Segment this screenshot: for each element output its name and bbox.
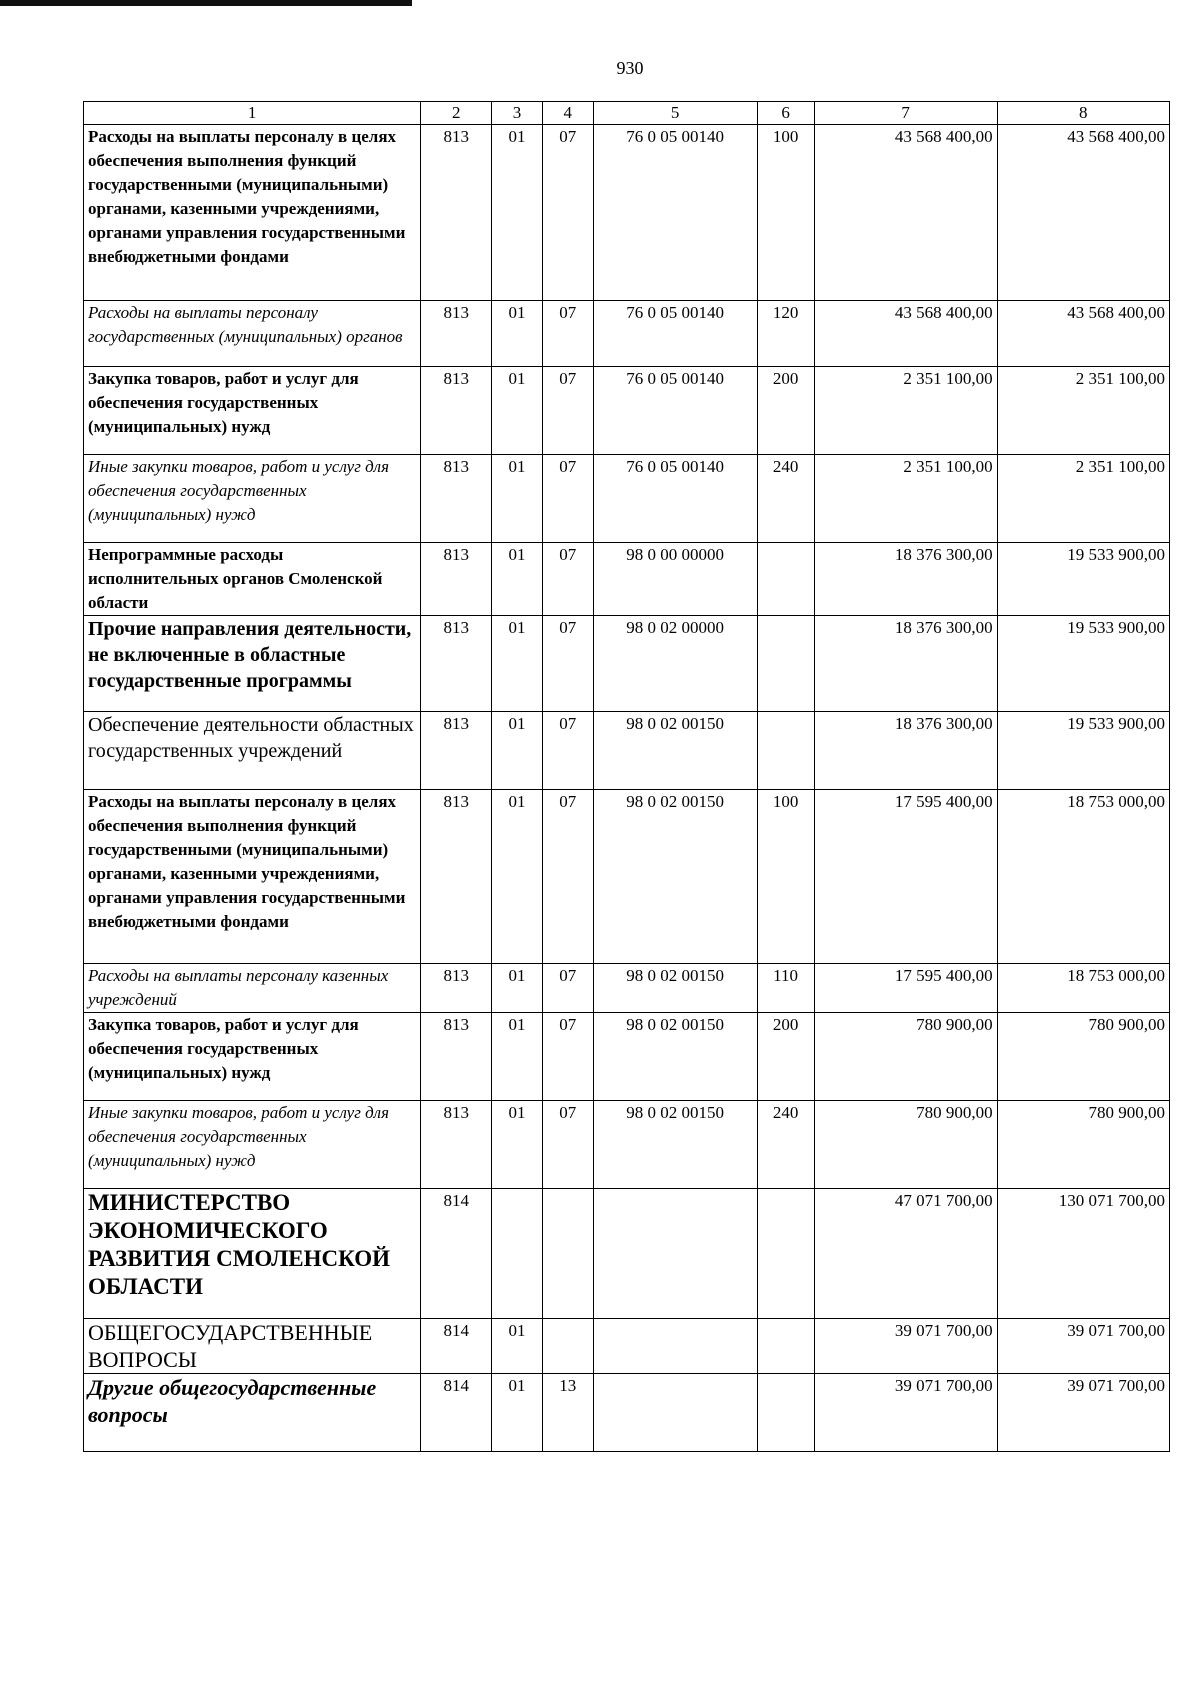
amount-year2-cell: 39 071 700,00 <box>997 1319 1169 1374</box>
subsection-code-cell: 07 <box>542 125 593 301</box>
expense-type-cell: 240 <box>757 455 814 543</box>
table-row <box>84 1374 1170 1452</box>
amount-year1-cell: 39 071 700,00 <box>814 1374 997 1452</box>
section-code-cell: 01 <box>492 1013 543 1101</box>
expense-type-cell <box>757 1319 814 1374</box>
subsection-code-cell: 07 <box>542 301 593 367</box>
expense-type-cell <box>757 1374 814 1452</box>
section-code-cell: 01 <box>492 367 543 455</box>
subsection-code-cell: 07 <box>542 616 593 712</box>
expense-type-cell: 200 <box>757 367 814 455</box>
expense-name-cell: Иные закупки товаров, работ и услуг для обеспечения государственных (муниципальных) нужд <box>84 455 421 543</box>
amount-year2-cell: 43 568 400,00 <box>997 125 1169 301</box>
ministry-code-cell: 814 <box>421 1374 492 1452</box>
subsection-code-cell: 07 <box>542 367 593 455</box>
table-row <box>84 790 1170 964</box>
table-row <box>84 616 1170 712</box>
subsection-code-cell <box>542 1319 593 1374</box>
expense-type-cell: 100 <box>757 790 814 964</box>
section-code-cell: 01 <box>492 964 543 1013</box>
target-article-cell: 98 0 02 00150 <box>593 790 757 964</box>
amount-year2-cell: 780 900,00 <box>997 1013 1169 1101</box>
expense-name-cell: Расходы на выплаты персоналу в целях обеспечения выполнения функций государственными (муниципальными) органами, казенными учреждениями, органами управления государственными внебюджетными фондами <box>84 125 421 301</box>
section-code-cell: 01 <box>492 712 543 790</box>
amount-year1-cell: 43 568 400,00 <box>814 125 997 301</box>
expense-type-cell: 200 <box>757 1013 814 1101</box>
subsection-code-cell <box>542 1189 593 1319</box>
subsection-code-cell: 07 <box>542 543 593 616</box>
section-code-cell: 01 <box>492 1319 543 1374</box>
amount-year2-cell: 19 533 900,00 <box>997 543 1169 616</box>
section-code-cell: 01 <box>492 616 543 712</box>
amount-year2-cell: 2 351 100,00 <box>997 367 1169 455</box>
target-article-cell: 98 0 02 00150 <box>593 712 757 790</box>
amount-year1-cell: 18 376 300,00 <box>814 543 997 616</box>
section-code-cell: 01 <box>492 301 543 367</box>
expense-name-cell: Обеспечение деятельности областных государственных учреждений <box>84 712 421 790</box>
amount-year1-cell: 780 900,00 <box>814 1013 997 1101</box>
table-body <box>84 125 1170 1452</box>
amount-year1-cell: 2 351 100,00 <box>814 367 997 455</box>
section-code-cell: 01 <box>492 125 543 301</box>
target-article-cell <box>593 1189 757 1319</box>
amount-year1-cell: 18 376 300,00 <box>814 712 997 790</box>
amount-year2-cell: 19 533 900,00 <box>997 616 1169 712</box>
expense-type-cell <box>757 1189 814 1319</box>
target-article-cell: 76 0 05 00140 <box>593 367 757 455</box>
expense-name-cell: Иные закупки товаров, работ и услуг для обеспечения государственных (муниципальных) нужд <box>84 1101 421 1189</box>
subsection-code-cell: 07 <box>542 964 593 1013</box>
header-cell: 3 <box>492 102 543 125</box>
expense-name-cell: Прочие направления деятельности, не включенные в областные государственные программы <box>84 616 421 712</box>
header-cell: 5 <box>593 102 757 125</box>
header-cell: 2 <box>421 102 492 125</box>
expense-type-cell: 120 <box>757 301 814 367</box>
section-code-cell <box>492 1189 543 1319</box>
table-row <box>84 301 1170 367</box>
table-row <box>84 455 1170 543</box>
table-row <box>84 1189 1170 1319</box>
header-cell: 6 <box>757 102 814 125</box>
expense-type-cell <box>757 712 814 790</box>
table-row <box>84 1319 1170 1374</box>
amount-year1-cell: 43 568 400,00 <box>814 301 997 367</box>
expense-name-cell: Закупка товаров, работ и услуг для обеспечения государственных (муниципальных) нужд <box>84 1013 421 1101</box>
table-row <box>84 125 1170 301</box>
amount-year2-cell: 43 568 400,00 <box>997 301 1169 367</box>
amount-year2-cell: 2 351 100,00 <box>997 455 1169 543</box>
target-article-cell <box>593 1374 757 1452</box>
expense-type-cell: 100 <box>757 125 814 301</box>
section-code-cell: 01 <box>492 1101 543 1189</box>
subsection-code-cell: 07 <box>542 790 593 964</box>
target-article-cell: 98 0 00 00000 <box>593 543 757 616</box>
page-number: 930 <box>616 58 644 78</box>
expense-name-cell: Расходы на выплаты персоналу государственных (муниципальных) органов <box>84 301 421 367</box>
amount-year1-cell: 2 351 100,00 <box>814 455 997 543</box>
section-code-cell: 01 <box>492 1374 543 1452</box>
amount-year1-cell: 17 595 400,00 <box>814 790 997 964</box>
subsection-code-cell: 07 <box>542 1101 593 1189</box>
table-row <box>84 367 1170 455</box>
table-row <box>84 1101 1170 1189</box>
expense-name-cell: ОБЩЕГОСУДАРСТВЕННЫЕ ВОПРОСЫ <box>84 1319 421 1374</box>
ministry-code-cell: 813 <box>421 301 492 367</box>
header-row <box>84 102 1170 125</box>
ministry-code-cell: 813 <box>421 543 492 616</box>
amount-year2-cell: 19 533 900,00 <box>997 712 1169 790</box>
target-article-cell: 98 0 02 00000 <box>593 616 757 712</box>
table-row <box>84 543 1170 616</box>
subsection-code-cell: 07 <box>542 712 593 790</box>
amount-year1-cell: 18 376 300,00 <box>814 616 997 712</box>
table-row <box>84 964 1170 1013</box>
expense-name-cell: Расходы на выплаты персоналу казенных учреждений <box>84 964 421 1013</box>
amount-year1-cell: 47 071 700,00 <box>814 1189 997 1319</box>
table-row <box>84 1013 1170 1101</box>
amount-year1-cell: 780 900,00 <box>814 1101 997 1189</box>
ministry-code-cell: 814 <box>421 1319 492 1374</box>
ministry-code-cell: 813 <box>421 712 492 790</box>
subsection-code-cell: 13 <box>542 1374 593 1452</box>
target-article-cell: 76 0 05 00140 <box>593 125 757 301</box>
section-code-cell: 01 <box>492 455 543 543</box>
expense-name-cell: Непрограммные расходы исполнительных органов Смоленской области <box>84 543 421 616</box>
target-article-cell: 98 0 02 00150 <box>593 964 757 1013</box>
amount-year2-cell: 130 071 700,00 <box>997 1189 1169 1319</box>
ministry-code-cell: 813 <box>421 616 492 712</box>
ministry-code-cell: 814 <box>421 1189 492 1319</box>
target-article-cell: 76 0 05 00140 <box>593 455 757 543</box>
expense-name-cell: Закупка товаров, работ и услуг для обеспечения государственных (муниципальных) нужд <box>84 367 421 455</box>
ministry-code-cell: 813 <box>421 790 492 964</box>
ministry-code-cell: 813 <box>421 367 492 455</box>
ministry-code-cell: 813 <box>421 1013 492 1101</box>
table-row <box>84 712 1170 790</box>
amount-year2-cell: 18 753 000,00 <box>997 964 1169 1013</box>
target-article-cell <box>593 1319 757 1374</box>
ministry-code-cell: 813 <box>421 125 492 301</box>
budget-table <box>83 101 1170 1452</box>
target-article-cell: 98 0 02 00150 <box>593 1101 757 1189</box>
amount-year2-cell: 18 753 000,00 <box>997 790 1169 964</box>
ministry-code-cell: 813 <box>421 1101 492 1189</box>
header-cell: 7 <box>814 102 997 125</box>
subsection-code-cell: 07 <box>542 1013 593 1101</box>
expense-type-cell: 240 <box>757 1101 814 1189</box>
amount-year1-cell: 17 595 400,00 <box>814 964 997 1013</box>
expense-type-cell <box>757 543 814 616</box>
target-article-cell: 76 0 05 00140 <box>593 301 757 367</box>
expense-name-cell: Расходы на выплаты персоналу в целях обеспечения выполнения функций государственными (муниципальными) органами, казенными учреждениями, органами управления государственными внебюджетными фондами <box>84 790 421 964</box>
ministry-code-cell: 813 <box>421 964 492 1013</box>
section-code-cell: 01 <box>492 543 543 616</box>
section-code-cell: 01 <box>492 790 543 964</box>
header-cell: 4 <box>542 102 593 125</box>
ministry-code-cell: 813 <box>421 455 492 543</box>
header-cell: 8 <box>997 102 1169 125</box>
header-cell: 1 <box>84 102 421 125</box>
expense-type-cell: 110 <box>757 964 814 1013</box>
top-edge-bar <box>0 0 412 6</box>
amount-year2-cell: 780 900,00 <box>997 1101 1169 1189</box>
expense-type-cell <box>757 616 814 712</box>
expense-name-cell: МИНИСТЕРСТВО ЭКОНОМИЧЕСКОГО РАЗВИТИЯ СМОЛЕНСКОЙ ОБЛАСТИ <box>84 1189 421 1319</box>
amount-year1-cell: 39 071 700,00 <box>814 1319 997 1374</box>
expense-name-cell: Другие общегосударственные вопросы <box>84 1374 421 1452</box>
amount-year2-cell: 39 071 700,00 <box>997 1374 1169 1452</box>
target-article-cell: 98 0 02 00150 <box>593 1013 757 1101</box>
subsection-code-cell: 07 <box>542 455 593 543</box>
